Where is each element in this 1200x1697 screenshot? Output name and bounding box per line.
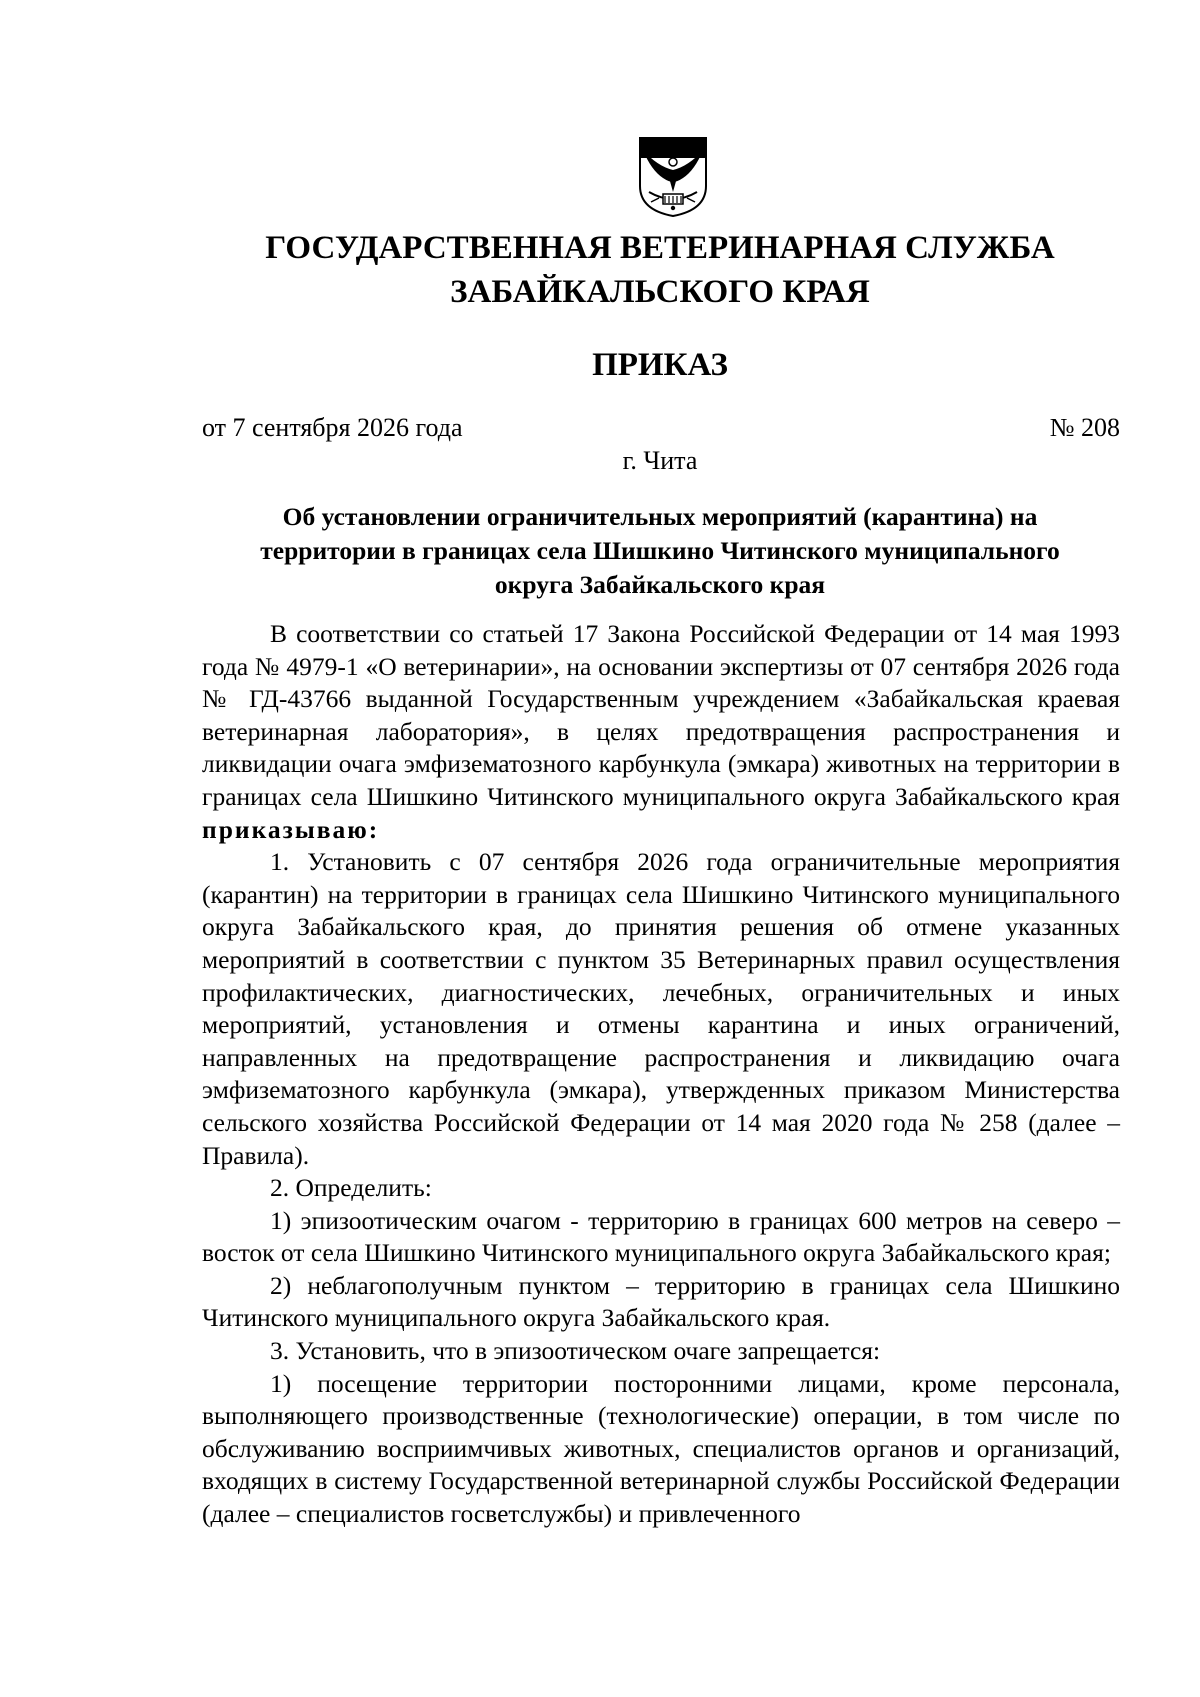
item-3-paragraph: 3. Установить, что в эпизоотическом очаге запрещается: <box>270 1336 881 1366</box>
subject-line2: территории в границах села Шишкино Читинского муниципального <box>260 536 1060 565</box>
preamble-paragraph <box>202 618 1120 846</box>
item-1-paragraph: 1. Установить с 07 сентября 2026 года ограничительные мероприятия (карантин) на территории в границах села Шишкино Читинского муниципального округа Забайкальского края, до принятия решения об отмене указанных мероприятий в соответствии с пунктом 35 Ветеринарных правил осуществления профилактических, диагностических, лечебных, ограничительных и иных мероприятий, установления и отмены карантина и иных ограничений, направленных на предотвращение распространения и ликвидацию очага эмфизематозного карбункула (эмкара), утвержденных приказом Министерства сельского хозяйства Российской Федерации от 14 мая 2020 года № 258 (далее – Правила). <box>202 847 1120 1170</box>
coat-of-arms-icon <box>637 136 709 218</box>
item-2-2-paragraph: 2) неблагополучным пунктом – территорию в границах села Шишкино Читинского муниципального округа Забайкальского края. <box>202 1270 1120 1333</box>
item-3-1-paragraph: 1) посещение территории посторонними лицами, кроме персонала, выполняющего производственные (технологические) операции, в том числе по обслуживанию восприимчивых животных, специалистов органов и организаций, входящих в систему Государственной ветеринарной службы Российской Федерации (далее – специалистов госветслужбы) и привлеченного <box>202 1368 1120 1529</box>
document-date: от 7 сентября 2026 года <box>202 413 463 442</box>
organization-name-line2: ЗАБАЙКАЛЬСКОГО КРАЯ <box>450 274 870 310</box>
item-2-paragraph: 2. Определить: <box>270 1173 432 1203</box>
organization-name <box>200 226 1120 314</box>
document-body <box>202 618 1120 1531</box>
document-subject <box>200 500 1120 602</box>
document-number: № 208 <box>1049 413 1120 442</box>
document-city: г. Чита <box>622 446 698 475</box>
orders-word: приказываю: <box>202 814 380 844</box>
item-2-1-paragraph: 1) эпизоотическим очагом - территорию в границах 600 метров на северо – восток от села Шишкино Читинского муниципального округа Забайкальского края; <box>202 1205 1120 1268</box>
preamble-text: В соответствии со статьей 17 Закона Российской Федерации от 14 мая 1993 года № 4979-1 «О ветеринарии», на основании экспертизы от 07 сентября 2026 года № ГД-43766 выданной Государственным учреждением «Забайкальская краевая ветеринарная лаборатория», в целях предотвращения распространения и ликвидации очага эмфизематозного карбункула (эмкара) животных на территории в границах села Шишкино Читинского муниципального округа Забайкальского края <box>202 619 1120 811</box>
subject-line3: округа Забайкальского края <box>494 570 826 599</box>
subject-line1: Об установлении ограничительных мероприятий (карантина) на <box>282 502 1038 531</box>
organization-name-line1: ГОСУДАРСТВЕННАЯ ВЕТЕРИНАРНАЯ СЛУЖБА <box>265 230 1055 266</box>
document-type-title: ПРИКАЗ <box>592 347 728 383</box>
